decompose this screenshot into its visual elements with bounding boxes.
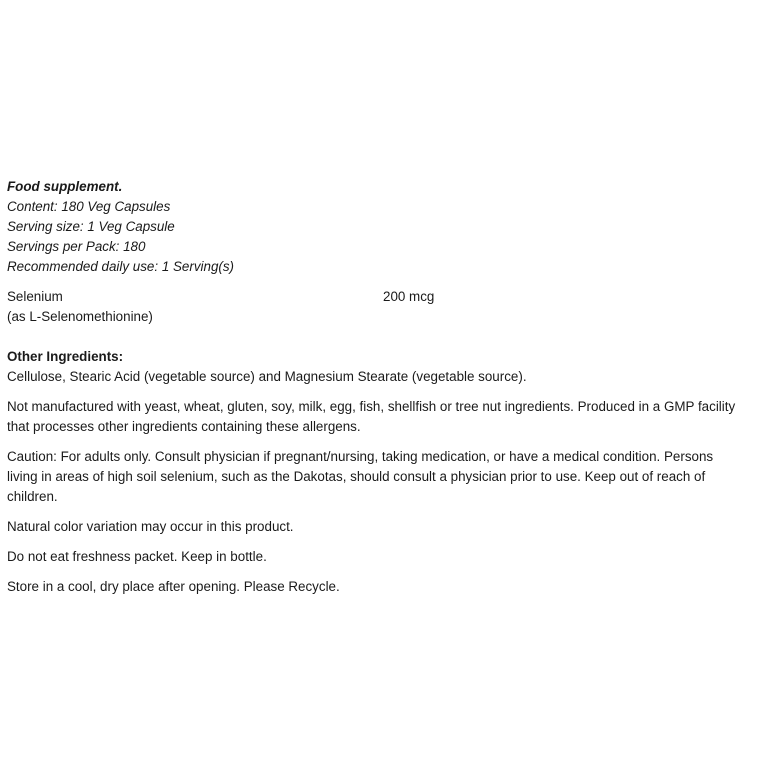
allergen-line: Not manufactured with yeast, wheat, gluten, soy, milk, egg, fish, shellfish or tree nut ingredients. Produced in a GMP facility (7, 399, 736, 414)
other-ingredients-text: Cellulose, Stearic Acid (vegetable source) and Magnesium Stearate (vegetable source). (7, 369, 527, 384)
label-title: Food supplement. (7, 179, 123, 194)
nutrient-name: Selenium (7, 289, 63, 304)
freshness-text: Do not eat freshness packet. Keep in bottle. (7, 549, 267, 564)
caution-line: living in areas of high soil selenium, such as the Dakotas, should consult a physician prior to use. Keep out of reach of (7, 469, 706, 484)
serving-size-line: Serving size: 1 Veg Capsule (7, 219, 175, 234)
caution-line: Caution: For adults only. Consult physician if pregnant/nursing, taking medication, or have a medical condition. Persons (7, 449, 714, 464)
storage-note (7, 577, 772, 597)
nutrient-amount: 200 mcg (383, 289, 435, 304)
color-variation-note (7, 517, 772, 537)
allergen-line: that processes other ingredients containing these allergens. (7, 419, 361, 434)
storage-text: Store in a cool, dry place after opening. Please Recycle. (7, 579, 340, 594)
other-ingredients-section (7, 347, 772, 387)
caution-line: children. (7, 489, 58, 504)
recommended-use-line: Recommended daily use: 1 Serving(s) (7, 259, 235, 274)
servings-per-pack-line: Servings per Pack: 180 (7, 239, 146, 254)
other-ingredients-heading: Other Ingredients: (7, 349, 124, 364)
color-variation-text: Natural color variation may occur in this product. (7, 519, 294, 534)
caution-statement (7, 447, 772, 507)
nutrient-source: (as L-Selenomethionine) (7, 309, 153, 324)
content-line: Content: 180 Veg Capsules (7, 199, 171, 214)
supplement-label (7, 177, 772, 597)
allergen-statement (7, 397, 772, 437)
nutrient-row (7, 287, 772, 327)
freshness-note (7, 547, 772, 567)
product-info-header (7, 177, 772, 277)
